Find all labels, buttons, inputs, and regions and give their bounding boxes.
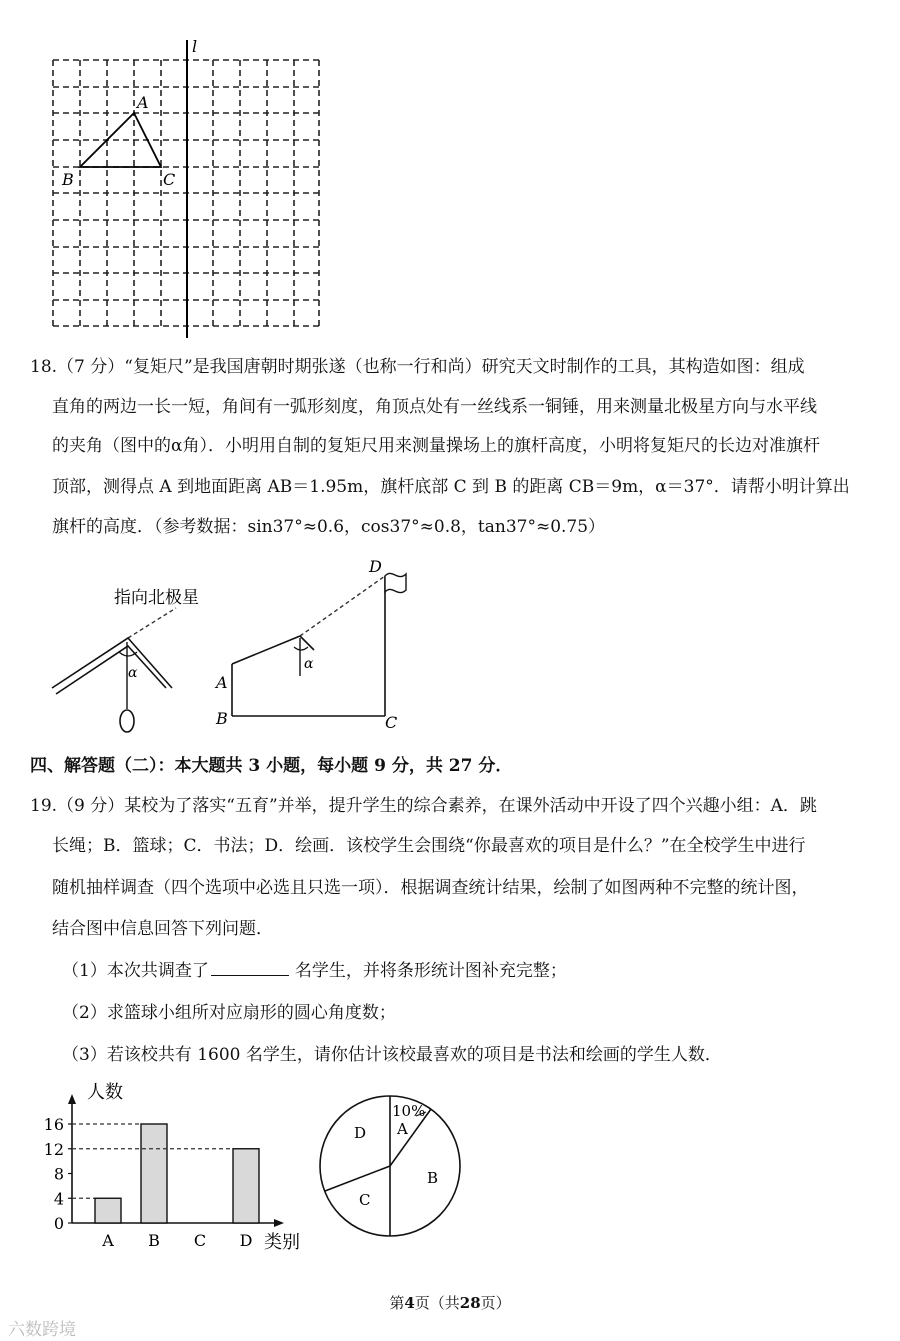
footer-post: 页） bbox=[480, 1294, 511, 1312]
q19-sub-1-post: 名学生，并将条形统计图补充完整； bbox=[294, 961, 567, 981]
point-b-label: B bbox=[62, 170, 74, 189]
axis-l-label: l bbox=[192, 37, 198, 56]
bar-D bbox=[233, 1149, 259, 1223]
grid-triangle-figure bbox=[40, 36, 340, 342]
footer-pre: 第 bbox=[389, 1294, 405, 1312]
q18-line-2: 直角的两边一长一短，角间有一弧形刻度，角顶点处有一丝线系一铜锤，用来测量北极星方向与水平线 bbox=[52, 397, 817, 417]
q18-line-5: 旗杆的高度．（参考数据：sin37°≈0.6，cos37°≈0.8，tan37°≈0.75） bbox=[52, 517, 606, 537]
footer-page: 4 bbox=[404, 1294, 415, 1312]
point-d-label: D bbox=[369, 557, 382, 576]
x-tick-label: D bbox=[239, 1231, 253, 1250]
north-star-label: 指向北极星 bbox=[114, 588, 199, 608]
flagpole-figure bbox=[212, 552, 422, 737]
ruler-tool-figure bbox=[48, 576, 238, 736]
point-a-label-fig: A bbox=[216, 673, 228, 692]
x-tick-label: C bbox=[193, 1231, 207, 1250]
pie-label-a: A bbox=[397, 1120, 408, 1138]
alpha-label-left: α bbox=[128, 665, 138, 681]
point-c-label: C bbox=[163, 170, 176, 189]
point-c-label-fig: C bbox=[385, 713, 398, 732]
y-tick-label: 12 bbox=[43, 1139, 64, 1159]
y-tick-label: 0 bbox=[53, 1214, 64, 1233]
section-heading: 四、解答题（二）：本大题共 3 小题，每小题 9 分，共 27 分． bbox=[30, 756, 513, 776]
q19-sub-2: （2）求篮球小组所对应扇形的圆心角度数； bbox=[62, 1003, 396, 1023]
y-tick-label: 4 bbox=[53, 1189, 64, 1209]
pie-label-c: C bbox=[359, 1191, 371, 1209]
alpha-label-right: α bbox=[304, 656, 314, 672]
pie-chart bbox=[314, 1086, 474, 1246]
pie-divider-cd bbox=[325, 1166, 390, 1191]
footer-mid: 页（共 bbox=[414, 1294, 460, 1312]
pie-label-b: B bbox=[427, 1169, 439, 1187]
pie-label-d: D bbox=[354, 1124, 367, 1142]
bar-A bbox=[95, 1198, 121, 1223]
x-tick-label: B bbox=[148, 1231, 160, 1250]
point-b-label-fig: B bbox=[216, 709, 228, 728]
q18-line-4: 顶部，测得点 A 到地面距离 AB＝1.95m，旗杆底部 C 到 B 的距离 CB＝9m，α＝37°．请帮小明计算出 bbox=[52, 477, 850, 497]
q19-sub-1-pre: （1）本次共调查了 bbox=[62, 961, 209, 981]
bar-chart-xlabel: 类别 bbox=[264, 1232, 300, 1253]
y-axis-arrow bbox=[68, 1094, 76, 1104]
q19-sub-1 bbox=[62, 956, 567, 981]
bar-B bbox=[141, 1124, 167, 1223]
bar-chart-ylabel: 人数 bbox=[87, 1082, 123, 1103]
answer-blank bbox=[211, 961, 289, 976]
q18-line-1: 18.（7 分）“复矩尺”是我国唐朝时期张遂（也称一行和尚）研究天文时制作的工具，其构造如图：组成 bbox=[30, 357, 805, 377]
x-tick-label: A bbox=[102, 1231, 114, 1250]
y-tick-label: 8 bbox=[53, 1164, 64, 1184]
page-footer bbox=[0, 1292, 900, 1313]
q18-line-3: 的夹角（图中的α角）．小明用自制的复矩尺用来测量操场上的旗杆高度，小明将复矩尺的长边对准旗杆 bbox=[52, 436, 820, 456]
watermark: 六数跨境 bbox=[8, 1320, 76, 1340]
q19-line-3: 随机抽样调查（四个选项中必选且只选一项）．根据调查统计结果，绘制了如图两种不完整的统计图， bbox=[52, 878, 809, 898]
q19-line-1: 19.（9 分）某校为了落实“五育”并举，提升学生的综合素养，在课外活动中开设了四个兴趣小组：A．跳 bbox=[30, 796, 817, 816]
footer-total: 28 bbox=[459, 1294, 481, 1312]
y-tick-label: 16 bbox=[43, 1115, 64, 1134]
bar-chart bbox=[40, 1072, 320, 1262]
q19-line-2: 长绳；B．篮球；C．书法；D．绘画．该校学生会围绕“你最喜欢的项目是什么？”在全校学生中进行 bbox=[52, 836, 806, 856]
q19-sub-3: （3）若该校共有 1600 名学生，请你估计该校最喜欢的项目是书法和绘画的学生人数． bbox=[62, 1045, 722, 1065]
x-axis-arrow bbox=[274, 1219, 284, 1227]
point-a-label: A bbox=[137, 93, 149, 112]
pie-label-annotation: 10% bbox=[392, 1102, 426, 1120]
q19-line-4: 结合图中信息回答下列问题． bbox=[52, 919, 273, 939]
